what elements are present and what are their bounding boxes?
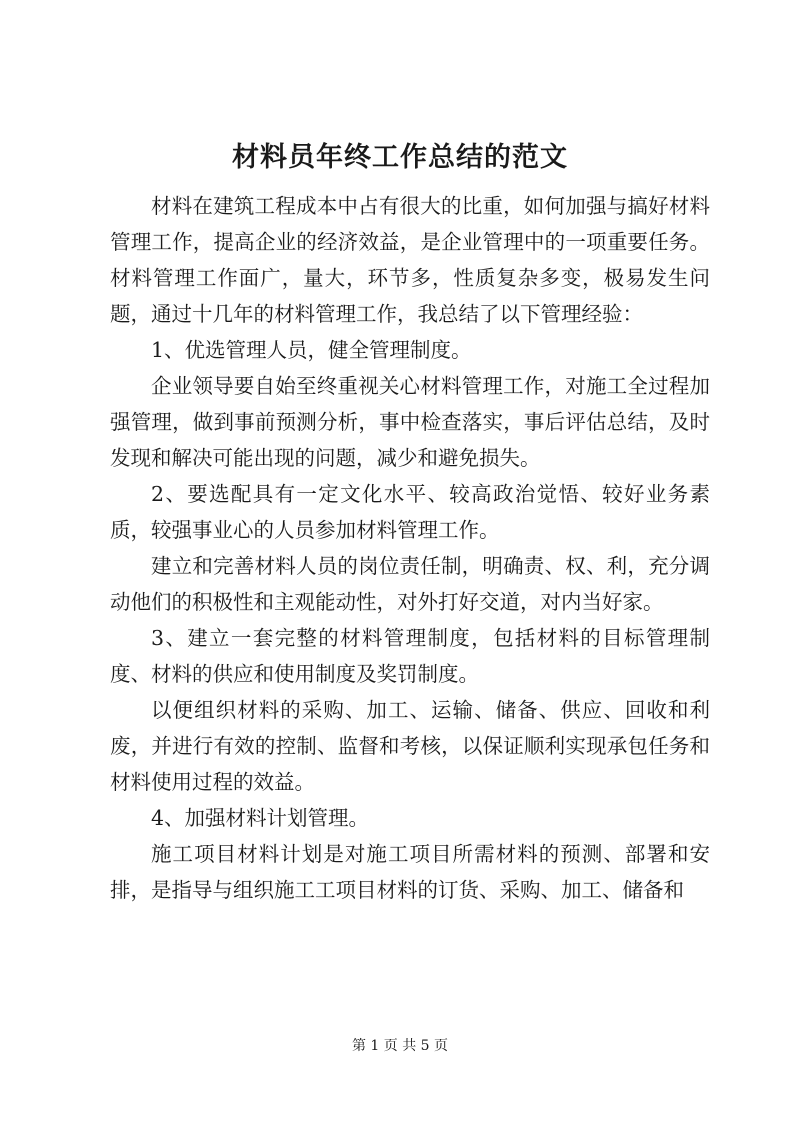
- paragraph: 3、建立一套完整的材料管理制度，包括材料的目标管理制度、材料的供应和使用制度及奖罚制度。: [110, 626, 710, 686]
- paragraph: 2、要选配具有一定文化水平、较高政治觉悟、较好业务素质，较强事业心的人员参加材料管理工作。: [110, 482, 710, 542]
- document-title: 材料员年终工作总结的范文: [232, 142, 568, 173]
- paragraph: 4、加强材料计划管理。: [151, 806, 370, 830]
- page-footer: 第 1 页 共 5 页: [351, 1038, 449, 1054]
- paragraph: 1、优选管理人员，健全管理制度。: [151, 338, 472, 362]
- paragraph: 施工项目材料计划是对施工项目所需材料的预测、部署和安排，是指导与组织施工工项目材料的订货、采购、加工、储备和: [110, 842, 710, 902]
- paragraph: 材料在建筑工程成本中占有很大的比重，如何加强与搞好材料管理工作，提高企业的经济效益，是企业管理中的一项重要任务。材料管理工作面广，量大，环节多，性质复杂多变，极易发生问题，通过十几年的材料管理工作，我总结了以下管理经验：: [110, 194, 710, 326]
- paragraph: 建立和完善材料人员的岗位责任制，明确责、权、利，充分调动他们的积极性和主观能动性，对外打好交道，对内当好家。: [110, 554, 710, 614]
- document-body: [110, 188, 710, 908]
- paragraph: 企业领导要自始至终重视关心材料管理工作，对施工全过程加强管理，做到事前预测分析，事中检查落实，事后评估总结，及时发现和解决可能出现的问题，减少和避免损失。: [110, 374, 710, 470]
- paragraph: 以便组织材料的采购、加工、运输、储备、供应、回收和利废，并进行有效的控制、监督和考核，以保证顺利实现承包任务和材料使用过程的效益。: [110, 698, 710, 794]
